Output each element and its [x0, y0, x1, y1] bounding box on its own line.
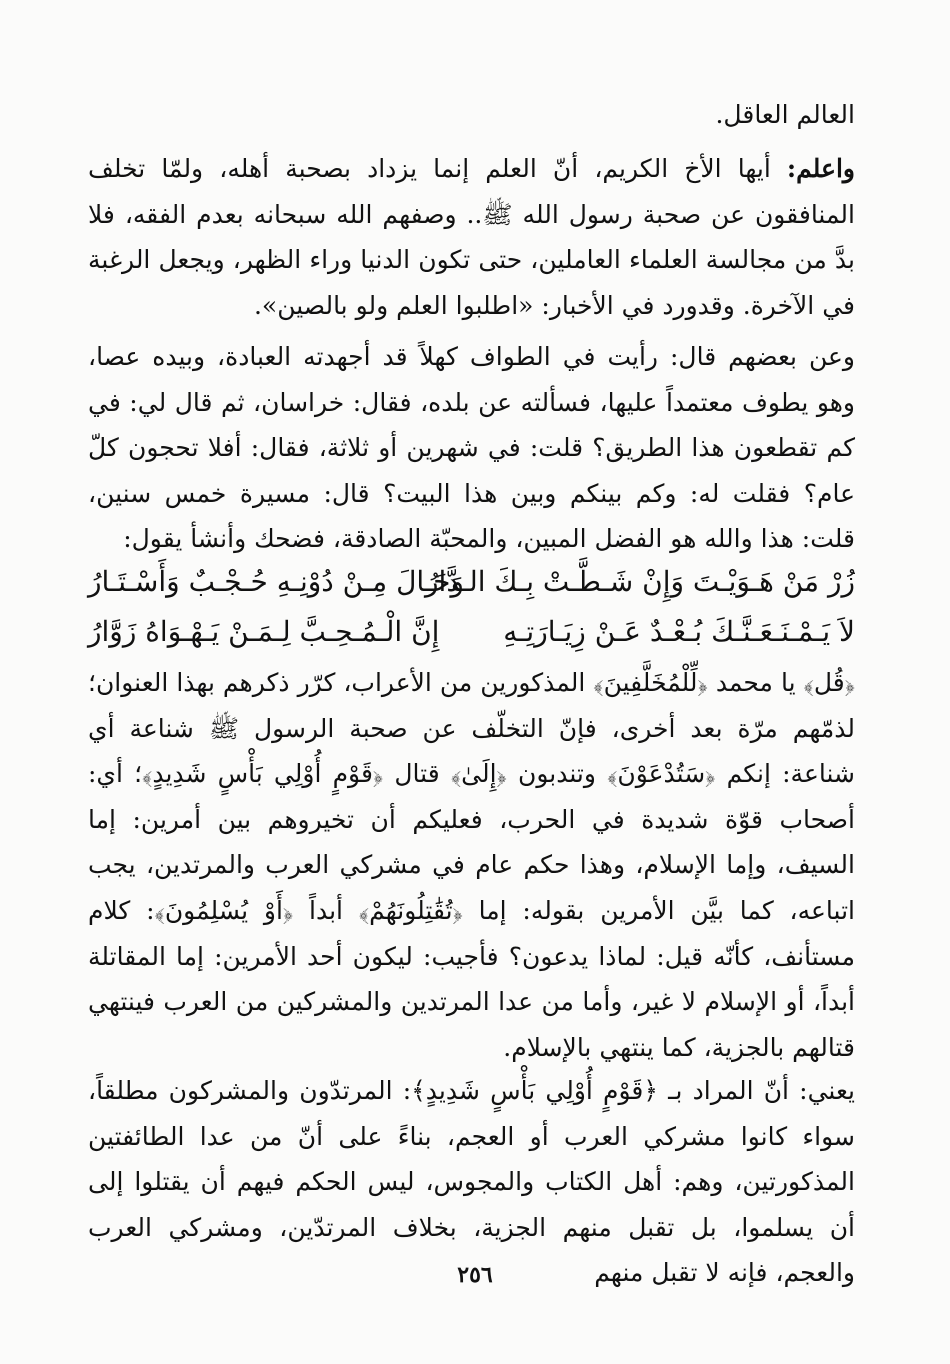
paragraph-2	[88, 146, 855, 328]
paragraph-2-lead: واعلم:	[786, 154, 855, 183]
page-number: ٢٥٦	[457, 1262, 493, 1288]
verse-2-second-hemistich: إِنَّ الْـمُـحِـبَّ لِـمَـنْ يَـهْـوَاهُ زَوَّارُ	[88, 615, 440, 648]
verse-1-first-hemistich: زُرْ مَنْ هَـوَيْـتَ وَإِنْ شَـطَّـتْ بِـكَ الـدَّارُ	[425, 565, 855, 598]
verse-1-second-hemistich: وَحَـالَ مِـنْ دُوْنِـهِ حُـجْـبٌ وَأَسْـتَـارُ	[88, 565, 464, 598]
paragraph-3: وعن بعضهم قال: رأيت في الطواف كهلاً قد أجهدته العبادة، وبيده عصا، وهو يطوف معتمداً عليها، فسألته عن بلده، فقال: خراسان، ثم قال لي: في كم تقطعون هذا الطريق؟ قلت: في شهرين أو ثلاثة، فقال: أفلا تحجون كلّ عام؟ فقلت له: وكم بينكم وبين هذا البيت؟ قال: مسيرة خمس سنين، قلت: هذا والله هو الفضل المبين، والمحبّة الصادقة، فضحك وأنشأ يقول:	[88, 342, 855, 554]
paragraph-4: ﴿قُل﴾ يا محمد ﴿لِّلْمُخَلَّفِينَ﴾ المذكورين من الأعراب، كرّر ذكرهم بهذا العنوان؛ لذمّهم مرّة بعد أخرى، فإنّ التخلّف عن صحبة الرسول ﷺ شناعة أي شناعة: إنكم ﴿سَتُدْعَوْنَ﴾ وتندبون ﴿إِلَىٰ﴾ قتال ﴿قَوْمٍ أُوْلِي بَأْسٍ شَدِيدٍ﴾؛ أي: أصحاب قوّة شديدة في الحرب، فعليكم أن تخيروهم بين أمرين: إما السيف، وإما الإسلام، وهذا حكم عام في مشركي العرب والمرتدين، يجب اتباعه، كما بيَّن الأمرين بقوله: إما ﴿تُقَٰتِلُونَهُمْ﴾ أبداً ﴿أَوْ يُسْلِمُونَ﴾: كلام مستأنف، كأنّه قيل: لماذا يدعون؟ فأجيب: ليكون أحد الأمرين: إما المقاتلة أبداً، أو الإسلام لا غير، وأما من عدا المرتدين والمشركين من العرب فينتهي قتالهم بالجزية، كما ينتهي بالإسلام.	[88, 668, 855, 1062]
paragraph-5: يعني: أنّ المراد بـ ﴿قَوْمٍ أُوْلِي بَأْسٍ شَدِيدٍ﴾: المرتدّون والمشركون مطلقاً، سواء كانوا مشركي العرب أو العجم، بناءً على أنّ من عدا الطائفتين المذكورتين، وهم: أهل الكتاب والمجوس، ليس الحكم فيهم أن يقتلوا إلى أن يسلموا، بل تقبل منهم الجزية، بخلاف المرتدّين، ومشركي العرب والعجم، فإنه لا تقبل منهم	[88, 1076, 855, 1288]
poem-verse-2	[88, 608, 855, 656]
verse-2-first-hemistich: لاَ يَـمْـنَـعَـنَّـكَ بُـعْـدٌ عَـنْ زِيَـارَتِـهِ	[503, 615, 855, 648]
paragraph-2-body: أيها الأخ الكريم، أنّ العلم إنما يزداد بصحبة أهله، ولمّا تخلف المنافقون عن صحبة رسول الله ﷺ.. وصفهم الله سبحانه بعدم الفقه، فلا بدَّ من مجالسة العلماء العاملين، حتى تكون الدنيا وراء الظهر، ويجعل الرغبة في الآخرة. وقدورد في الأخبار: «اطلبوا العلم ولو بالصين».	[88, 154, 855, 320]
poem-verse-1	[88, 558, 855, 606]
paragraph-1: العالم العاقل.	[715, 100, 855, 129]
